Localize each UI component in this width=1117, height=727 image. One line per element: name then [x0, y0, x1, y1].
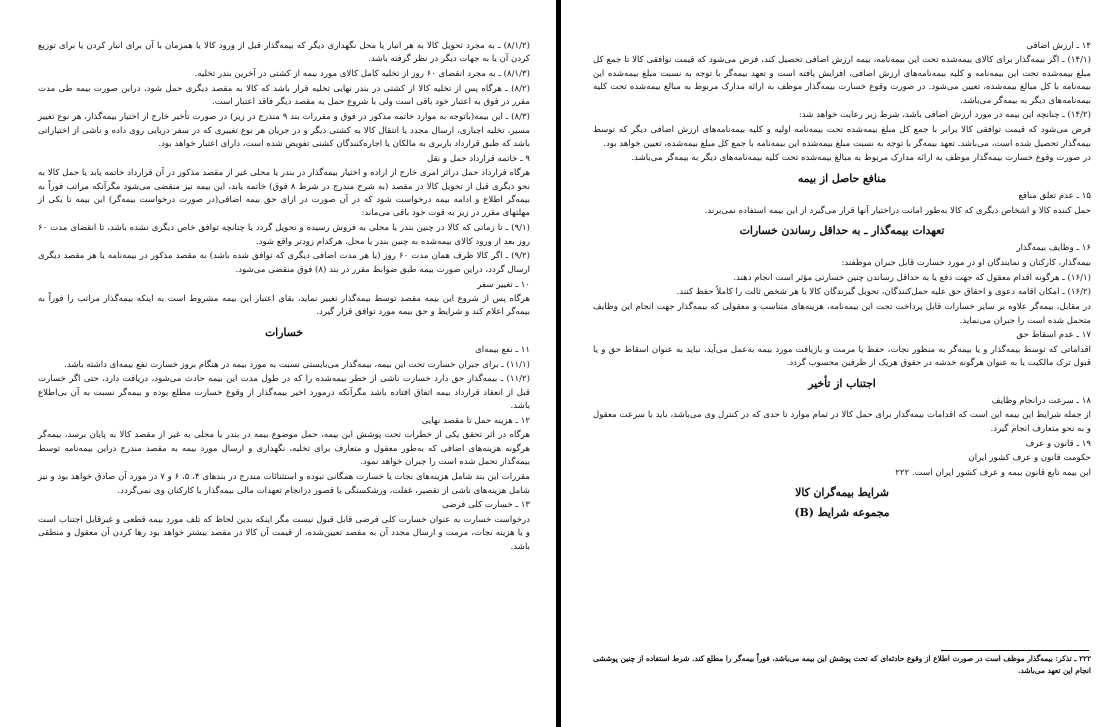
paragraph: (۱۶/۲) ـ امکان اقامه دعوی و احقاق حق علیه حمل‌کنندگان، تحویل گیرندگان کالا یا هر شخص ثالث را کاملاً حفظ کنند. — [676, 287, 1091, 298]
section-heading: مجموعه شرایط (B) — [794, 505, 890, 519]
paragraph: (۹/۱) ـ تا زمانی که کالا در چنین بندر یا محلی به فروش رسیده و تحویل گردد یا چنانچه توافق خاص دیگری نشده باشد، تا انقضای مدت ۶۰ روز بعد از ورود کالای بیمه‌شده به چنین بندر یا محل، هرکدام زودتر واقع شود. — [38, 223, 530, 247]
paragraph: (۱۴/۲) ـ چنانچه این بیمه در مورد ارزش اضافی باشد، شرط زیر رعایت خواهد شد: — [798, 110, 1091, 121]
paragraph: در مقابل، بیمه‌گر علاوه بر سایر خسارات قابل پرداخت تحت این بیمه‌نامه، هزینه‌های متناسب و معقولی که بیمه‌گذار جهت انجام این وظایف متحمل شده است را جبران می‌نماید. — [593, 302, 1091, 326]
paragraph: درخواست خسارت به عنوان خسارت کلی فرضی قابل قبول نیست مگر اینکه بدین لحاظ که تلف مورد بیمه قطعی و غیرقابل اجتناب است و یا هزینه نجات، مرمت و ارسال مجدد آن به مقصد تعیین‌شده، از قیمت آن کالا در مقصد بیشتر خواهد بود رها کردن آن معقول و منطقی باشد. — [38, 514, 530, 552]
paragraph: اقداماتی که توسط بیمه‌گذار و یا بیمه‌گر به منظور نجات، حفظ یا مرمت و بازیافت مورد بیمه به‌عمل می‌آید، نباید به عنوان اسقاط حق و یا قبول ترک مالکیت یا به عنوان هرگونه خدشه در حقوق هریک از طرفین محسوب گردد. — [593, 344, 1091, 369]
clause-title: ۱۱ ـ نفع بیمه‌ای — [475, 345, 530, 356]
paragraph: هرگاه پس از شروع این بیمه مقصد توسط بیمه‌گذار تغییر نماید، بقای اعتبار این بیمه مشروط است به اینکه بیمه‌گذار مراتب را فوراً به بیمه‌گر اعلام کند و شرایط و حق بیمه مورد توافق قرار گیرد. — [38, 294, 530, 318]
section-heading: خسارات — [265, 325, 303, 339]
paragraph: (۱۱/۲) ـ بیمه‌گذار حق دارد خسارت ناشی از خطر بیمه‌شده را که در طول مدت این بیمه حادث می‌شود، دریافت دارد، حتی اگر خسارت قبل از انعقاد قرارداد بیمه اتفاق افتاده باشد مگرآنکه درمورد اخیر بیمه‌گذار از وقوع خسارت مطلع بوده و بیمه‌گر نسبت به آن بی‌اطلاع باشد. — [38, 374, 530, 412]
paragraph: هرگاه در اثر تحقق یکی از خطرات تحت پوشش این بیمه، حمل موضوع بیمه در بندر یا محلی به غیر از مقصد کالا به پایان برسد، بیمه‌گر هرگونه هزینه‌های اضافی که به‌طور معقول و متعارف برای تخلیه، نگهداری و ارسال مورد بیمه به مقصد مندرج دراین بیمه‌نامه توسط بیمه‌گذار تحمل شده است را جبران خواهد نمود. — [38, 430, 530, 468]
paragraph: مقررات این بند شامل هزینه‌های نجات یا خسارت همگانی نبوده و استثنائات مندرج در بندهای ۴، ۵، ۶ و ۷ در مورد آن صادق خواهد بود و نیز شامل هزینه‌های ناشی از تقصیر، غفلت، ورشکستگی یا قصور درانجام تعهدات مالی بیمه‌گذار یا کارکنان وی نمی‌گردد. — [38, 472, 530, 496]
paragraph: هرگاه قرارداد حمل دراثر امری خارج از اراده و اختیار بیمه‌گذار در بندر یا محلی غیر از مقصد مذکور در آن قرارداد خاتمه یابد یا حمل کالا به نحو دیگری قبل از تحویل کالا در مقصد (به شرح مندرج در شرط ۸ فوق) خاتمه یابد، این بیمه نیز منقضی می‌شود مگرآنکه مراتب فوراً به بیمه‌گر اطلاع و ادامه بیمه درخواست شود که در آن صورت در ازای حق بیمه اضافی(در صورت درخواست بیمه‌گر) این بیمه تا یکی از مهلتهای مقرر در زیر به قوت خود باقی می‌ماند: — [38, 168, 530, 219]
clause-title: ۱۴ ـ ارزش اضافی — [1026, 41, 1091, 51]
paragraph: حکومت قانون و عرف کشور ایران — [968, 453, 1091, 464]
clause-title: ۱۶ ـ وظایف بیمه‌گذار — [1016, 243, 1091, 254]
clause-title: ۱۲ ـ هزینه حمل تا مقصد نهایی — [421, 416, 530, 427]
paragraph: (۱۴/۱) ـ اگر بیمه‌گذار برای کالای بیمه‌شده تحت این بیمه‌نامه، بیمه ارزش اضافی تحصیل کند، فرض می‌شود که قیمت توافقی کالا تا جمع کل مبلغ بیمه‌شده تحت این بیمه‌نامه و کلیه بیمه‌نامه‌های ارزش اضافی، افزایش یافته است و تعهد بیمه‌گر با توجه به نسبت مبلغ بیمه‌شده این بیمه‌نامه با کل مبالغ بیمه‌شده، تعیین می‌شود. در صورت وقوع خسارت بیمه‌گذار موظف به ارائه مدارک مربوط به مبالغ بیمه‌شده تحت کلیه بیمه‌نامه‌های دیگر به بیمه‌گر می‌باشد. — [593, 55, 1091, 106]
clause-title: ۱۳ ـ خسارت کلی فرضی — [442, 500, 530, 511]
paragraph: (۸/۲) ـ هرگاه پس از تخلیه کالا از کشتی در بندر نهایی تخلیه قرار باشد که کالا به مقصد دیگری حمل شود، دراین صورت بیمه طی مدت مقرر در فوق به اعتبار خود باقی است ولی با شروع حمل به مقصد دیگر فاقد اعتبار است. — [38, 84, 530, 108]
paragraph: (۱۶/۱) ـ هرگونه اقدام معقول که جهت دفع یا به حداقل رساندن چنین خسارتی مؤثر است انجام دهند. — [733, 272, 1091, 283]
footnote-rule — [941, 650, 1089, 651]
paragraph: (۸/۳) ـ این بیمه(باتوجه به موارد خاتمه مذکور در فوق و مقررات بند ۹ مندرج در زیر) در صورت تأخیر خارج از اختیار بیمه‌گذار، هر نوع تغییر مسیر، تخلیه اجباری، ارسال مجدد یا انتقال کالا به کشتی دیگر و در جریان هر نوع تغییری که در سفر دریایی روی داده و ناشی از اختیاراتی باشد که طبق قرارداد باربری به مالکان یا اجاره‌کنندگان کشتی تفویض شده است، دارای اعتبار خواهد بود. — [38, 112, 530, 150]
section-heading: شرایط بیمه‌گران کالا — [795, 486, 889, 500]
clause-title: ۱۹ ـ قانون و عرف — [1025, 438, 1091, 449]
paragraph: فرض می‌شود که قیمت توافقی کالا برابر با جمع کل مبلغ بیمه‌شده تحت بیمه‌نامه اولیه و کلیه بیمه‌نامه‌های ارزش اضافی دیگر که توسط بیمه‌گذار تحصیل شده است، می‌باشد. تعهد بیمه‌گر با توجه به نسبت مبلغ بیمه‌شده این بیمه‌نامه با جمع کل مبلغ بیمه‌شده، تعیین خواهد بود. — [593, 125, 1092, 149]
clause-title: ۱۸ ـ سرعت درانجام وظایف — [991, 396, 1091, 407]
left-page-text — [38, 40, 530, 555]
paragraph: از جمله شرایط این بیمه این است که اقدامات بیمه‌گذار برای حمل کالا در تمام موارد تا حدی که در کنترل وی می‌باشد، باید با سرعت معقول و به نحو متعارف انجام گیرد. — [593, 410, 1091, 434]
footnote: ۲۲۲ ـ تذکر: بیمه‌گذار موظف است در صورت اطلاع از وقوع حادثه‌ای که تحت پوشش این بیمه می‌باشد، فوراً بیمه‌گر را مطلع کند. شرط استفاده از چنین پوششی انجام این تعهد می‌باشد. — [593, 654, 1091, 675]
clause-title: ۱۵ ـ عدم تعلق منافع — [1018, 191, 1091, 202]
paragraph: (۱۱/۱) ـ برای جبران خسارت تحت این بیمه، بیمه‌گذار می‌بایستی نسبت به مورد بیمه در هنگام بروز خسارت نفع بیمه‌ای داشته باشد. — [64, 359, 530, 370]
right-page — [561, 0, 1117, 727]
paragraph: (۸/۱/۳) ـ به مجرد انقضای ۶۰ روز از تخلیه کامل کالای مورد بیمه از کشتی در آخرین بندر تخلیه. — [194, 69, 530, 80]
clause-title: ۹ ـ خاتمه قرارداد حمل و نقل — [426, 153, 530, 164]
right-page-text — [593, 40, 1091, 524]
paragraph: (۹/۲) ـ اگر کالا ظرف همان مدت ۶۰ روز (یا هر مدت اضافی دیگری که توافق شده باشد) به مقصد مذکور در بیمه‌نامه یا هر مقصد دیگری ارسال گردد، دراین صورت بیمه طبق ضوابط مقرر در بند (۸) فوق منقضی می‌شود. — [38, 251, 530, 275]
paragraph: در صورت وقوع خسارت بیمه‌گذار موظف به ارائه مدارک مربوط به مبالغ بیمه‌شده تحت کلیه بیمه‌نامه‌های دیگر به بیمه‌گر می‌باشد. — [631, 153, 1091, 164]
section-heading: منافع حاصل از بیمه — [797, 171, 887, 185]
clause-title: ۱۷ ـ عدم اسقاط حق — [1016, 330, 1091, 341]
paragraph: بیمه‌گذار، کارکنان و نمایندگان او در مورد خسارت قابل جبران موظفند: — [841, 257, 1091, 268]
section-heading: تعهدات بیمه‌گذار ـ به حداقل رساندن خسارات — [739, 224, 945, 238]
clause-title: ۱۰ ـ تغییر سفر — [477, 279, 530, 290]
section-heading: اجتناب از تأخیر — [808, 376, 876, 390]
paragraph: این بیمه تابع قانون بیمه و عرف کشور ایران است. ۲۲۲ — [895, 467, 1091, 478]
paragraph: (۸/۱/۲) ـ به مجرد تحویل کالا به هر انبار یا محل نگهداری دیگر که بیمه‌گذار قبل از ورود کالا یا همزمان با آن برای انبار کردن یا برای توزیع کردن آن یا به جهات دیگر در نظر گرفته باشد. — [38, 41, 530, 65]
paragraph: حمل کننده کالا و اشخاص دیگری که کالا به‌طور امانت دراختیار آنها قرار می‌گیرد از این بیمه استفاده نمی‌برند. — [704, 205, 1091, 216]
left-page — [0, 0, 556, 727]
